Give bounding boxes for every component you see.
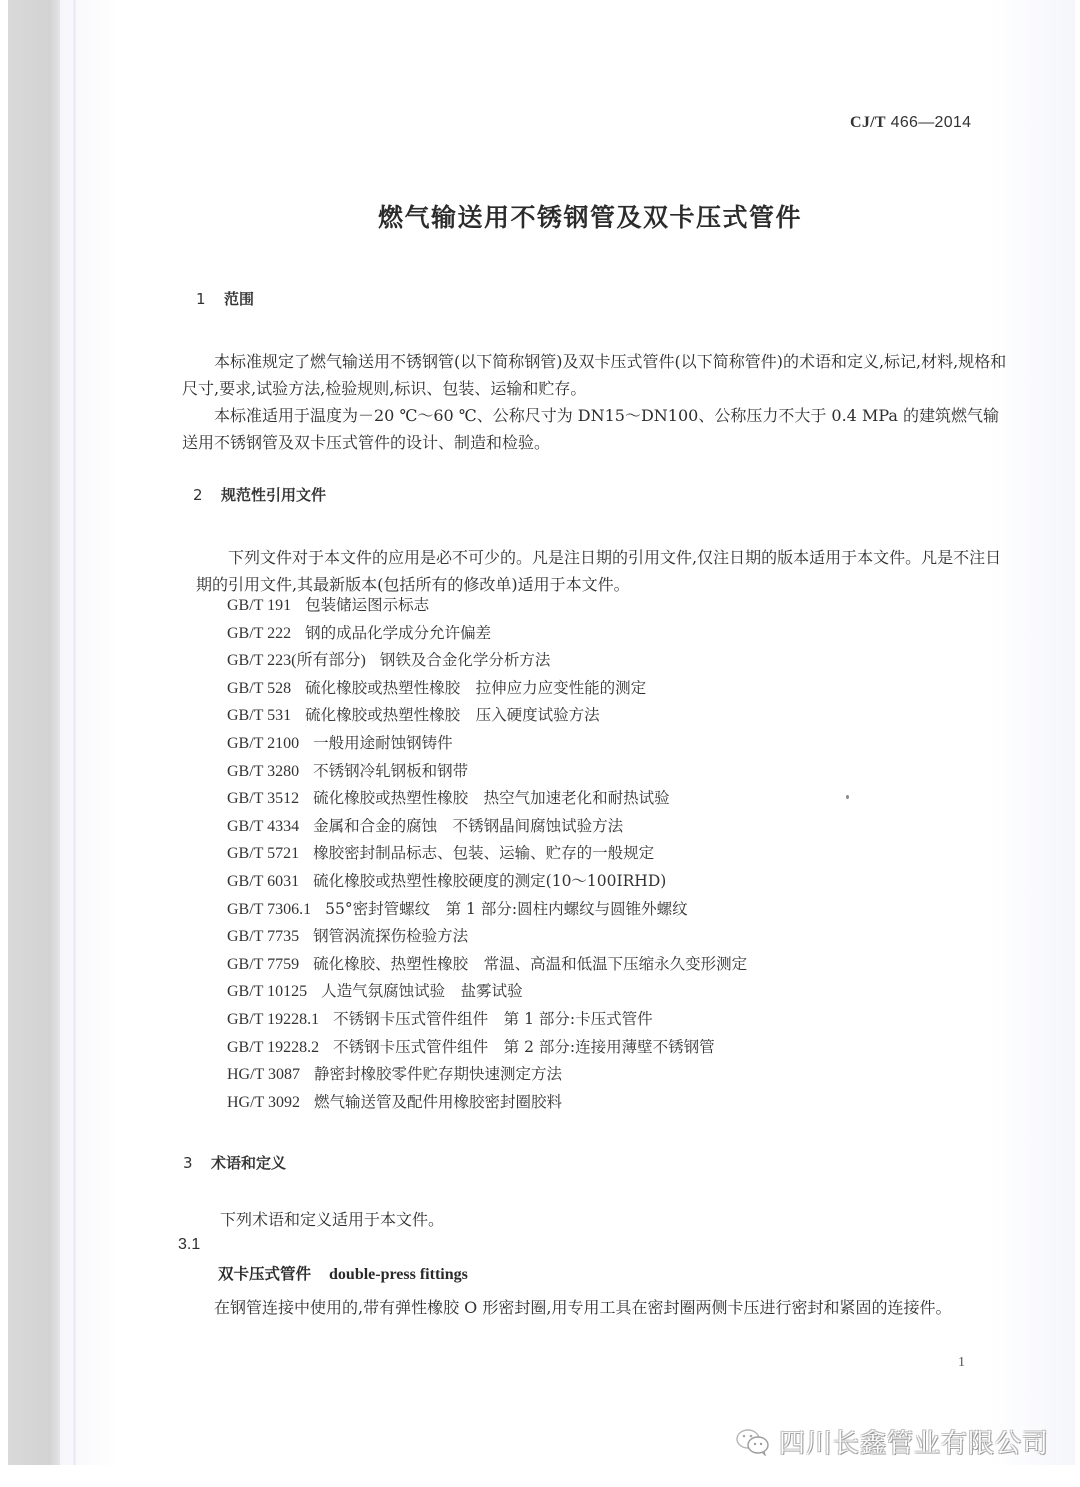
- paragraph: 本标准适用于温度为－20 ℃～60 ℃、公称尺寸为 DN15～DN100、公称压力不大于 0.4 MPa 的建筑燃气输送用不锈钢管及双卡压式管件的设计、制造和检验。: [182, 406, 1000, 452]
- reference-title: 不锈钢冷轧钢板和钢带: [313, 761, 469, 780]
- reference-code: GB/T 531: [227, 707, 292, 725]
- reference-item: [227, 647, 747, 675]
- reference-item: [227, 620, 747, 648]
- reference-code: GB/T 223(所有部分): [227, 652, 366, 670]
- reference-code: GB/T 7306.1: [227, 900, 312, 918]
- reference-item: [227, 840, 747, 868]
- reference-code: HG/T 3087: [227, 1066, 301, 1084]
- paragraph: 本标准规定了燃气输送用不锈钢管(以下简称钢管)及双卡压式管件(以下简称管件)的术语和定义,标记,材料,规格和尺寸,要求,试验方法,检验规则,标识、包装、运输和贮存。: [182, 352, 1007, 398]
- reference-item: [227, 785, 747, 813]
- reference-code: GB/T 3280: [227, 762, 300, 780]
- reference-code: GB/T 4334: [227, 817, 300, 835]
- section-2-intro: [196, 544, 1006, 598]
- reference-code: GB/T 528: [227, 679, 292, 697]
- reference-item: [227, 951, 747, 979]
- reference-code: GB/T 19228.1: [227, 1010, 320, 1028]
- section-title: 术语和定义: [211, 1154, 287, 1172]
- reference-item: [227, 1061, 747, 1089]
- reference-item: [227, 730, 747, 758]
- section-heading-2: [193, 484, 326, 505]
- scanner-margin: [8, 0, 60, 1465]
- reference-title: 不锈钢卡压式管件组件 第 1 部分:卡压式管件: [333, 1009, 653, 1028]
- reference-code: GB/T 5721: [227, 845, 300, 863]
- reference-code: GB/T 222: [227, 624, 292, 642]
- standard-code-number: 466—2014: [890, 114, 972, 131]
- reference-title: 硫化橡胶或热塑性橡胶硬度的测定(10～100IRHD): [313, 871, 667, 890]
- reference-item: [227, 868, 747, 896]
- normative-references-list: [227, 592, 747, 1116]
- reference-title: 55°密封管螺纹 第 1 部分:圆柱内螺纹与圆锥外螺纹: [325, 899, 688, 918]
- standard-code-prefix: CJ/T: [850, 114, 886, 131]
- reference-code: GB/T 3512: [227, 790, 300, 808]
- reference-code: GB/T 6031: [227, 872, 300, 890]
- section-title: 规范性引用文件: [221, 486, 327, 504]
- reference-item: [227, 592, 747, 620]
- paragraph: 下列术语和定义适用于本文件。: [220, 1210, 445, 1229]
- watermark-text: 四川长鑫管业有限公司: [779, 1429, 1050, 1459]
- reference-title: 硫化橡胶或热塑性橡胶 拉伸应力应变性能的测定: [305, 678, 647, 697]
- reference-title: 钢的成品化学成分允许偏差: [305, 623, 492, 642]
- reference-code: HG/T 3092: [227, 1093, 301, 1111]
- reference-item: [227, 1034, 747, 1062]
- reference-item: [227, 702, 747, 730]
- reference-title: 一般用途耐蚀钢铸件: [313, 733, 453, 752]
- scan-fold-line: [73, 0, 76, 1465]
- section-heading-1: [196, 288, 254, 309]
- paragraph: 在钢管连接中使用的,带有弹性橡胶 O 形密封圈,用专用工具在密封圈两侧卡压进行密封和紧固的连接件。: [214, 1298, 952, 1317]
- section-1-body: [182, 348, 1007, 456]
- reference-title: 硫化橡胶或热塑性橡胶 热空气加速老化和耐热试验: [313, 789, 670, 808]
- standard-code: [850, 114, 971, 132]
- reference-code: GB/T 10125: [227, 983, 308, 1001]
- section-number: 3: [183, 1154, 193, 1172]
- reference-item: [227, 978, 747, 1006]
- document-title: 燃气输送用不锈钢管及双卡压式管件: [378, 203, 803, 232]
- reference-item: [227, 675, 747, 703]
- reference-code: GB/T 2100: [227, 734, 300, 752]
- reference-code: GB/T 7735: [227, 928, 300, 946]
- reference-item: [227, 923, 747, 951]
- wechat-icon: [735, 1428, 771, 1456]
- reference-title: 静密封橡胶零件贮存期快速测定方法: [314, 1065, 563, 1084]
- term-english: double-press fittings: [329, 1266, 468, 1283]
- reference-code: GB/T 19228.2: [227, 1038, 320, 1056]
- reference-title: 不锈钢卡压式管件组件 第 2 部分:连接用薄壁不锈钢管: [333, 1037, 715, 1056]
- reference-item: [227, 813, 747, 841]
- reference-code: GB/T 7759: [227, 955, 300, 973]
- reference-title: 钢铁及合金化学分析方法: [379, 651, 551, 670]
- section-number: 1: [196, 290, 206, 308]
- reference-title: 包装储运图示标志: [305, 596, 430, 614]
- term-number: 3.1: [178, 1236, 201, 1253]
- reference-title: 橡胶密封制品标志、包装、运输、贮存的一般规定: [313, 844, 655, 863]
- paragraph: 下列文件对于本文件的应用是必不可少的。凡是注日期的引用文件,仅注日期的版本适用于本文件。凡是不注日期的引用文件,其最新版本(包括所有的修改单)适用于本文件。: [196, 548, 1002, 594]
- section-heading-3: [183, 1152, 286, 1173]
- reference-item: [227, 896, 747, 924]
- reference-item: [227, 1006, 747, 1034]
- term-definition: [182, 1294, 997, 1321]
- section-3-intro: [188, 1206, 444, 1233]
- scan-speck: [846, 795, 849, 799]
- reference-title: 硫化橡胶或热塑性橡胶 压入硬度试验方法: [305, 706, 600, 725]
- reference-title: 金属和合金的腐蚀 不锈钢晶间腐蚀试验方法: [313, 816, 624, 835]
- reference-code: GB/T 191: [227, 597, 292, 614]
- reference-title: 钢管涡流探伤检验方法: [313, 927, 469, 946]
- reference-title: 人造气氛腐蚀试验 盐雾试验: [321, 982, 523, 1001]
- term-chinese: 双卡压式管件: [218, 1265, 312, 1283]
- section-title: 范围: [224, 290, 255, 308]
- reference-item: [227, 1089, 747, 1117]
- section-number: 2: [193, 486, 203, 504]
- page-number: 1: [958, 1355, 965, 1370]
- watermark: [735, 1423, 1049, 1460]
- term-entry: [218, 1262, 468, 1284]
- reference-title: 硫化橡胶、热塑性橡胶 常温、高温和低温下压缩永久变形测定: [313, 954, 748, 973]
- reference-item: [227, 758, 747, 786]
- reference-title: 燃气输送管及配件用橡胶密封圈胶料: [314, 1092, 563, 1111]
